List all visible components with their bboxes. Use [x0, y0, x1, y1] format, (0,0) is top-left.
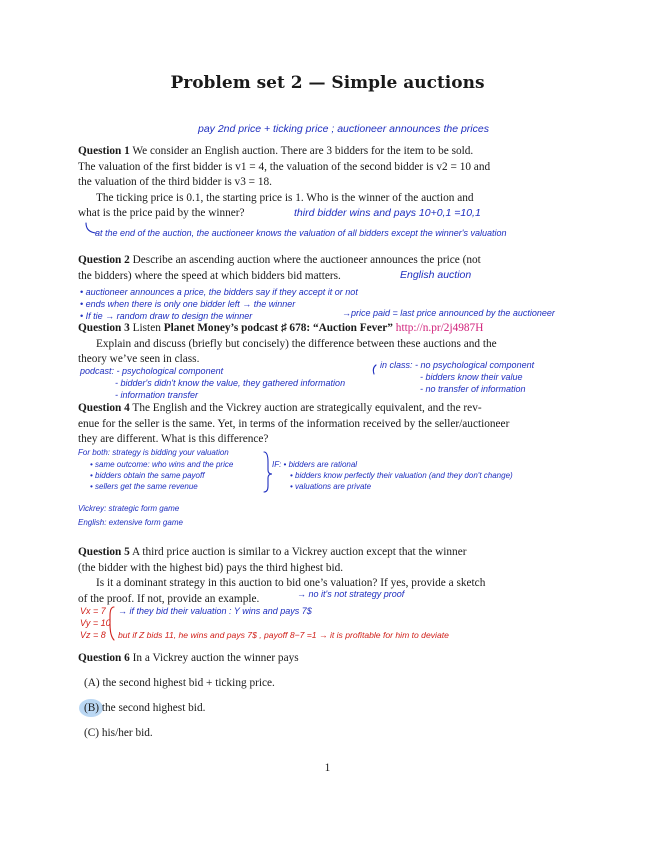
- note-q4-both3: • bidders obtain the same payoff: [90, 471, 205, 480]
- q4-line2: enue for the seller is the same. Yet, in terms of the information received by the seller/auctioneer: [78, 417, 510, 430]
- note-q4-vickrey: Vickrey: strategic form game: [78, 504, 180, 513]
- option-b[interactable]: (B) the second highest bid.: [84, 702, 206, 714]
- note-q1-info: at the end of the auction, the auctioneer knows the valuation of all bidders except the winner's valuation: [95, 228, 507, 238]
- question-3-label: Question 3: [78, 322, 130, 334]
- note-q5-no: → no it's not strategy proof: [297, 589, 405, 599]
- q3-line3: theory we’ve seen in class.: [78, 353, 200, 366]
- note-q4-if3: • valuations are private: [290, 482, 372, 491]
- note-q1-answer: third bidder wins and pays 10+0,1 =10,1: [294, 207, 481, 219]
- note-q3-class3: - no transfer of information: [420, 384, 526, 394]
- note-q2-b1: • auctioneer announces a price, the bidders say if they accept it or not: [80, 287, 358, 297]
- q6-line1: In a Vickrey auction the winner pays: [132, 652, 299, 664]
- q2-line2: the bidders) where the speed at which bidders bid matters.: [78, 269, 341, 282]
- note-q3-podcast2: - bidder's didn't know the value, they gathered information: [115, 378, 346, 388]
- option-c[interactable]: (C) his/her bid.: [84, 727, 153, 739]
- note-q5-vy: Vy = 10: [80, 618, 111, 628]
- note-q4-if2: • bidders know perfectly their valuation (and they don't change): [290, 471, 513, 480]
- note-q4-english: English: extensive form game: [78, 518, 183, 527]
- note-q3-class2: - bidders know their value: [420, 372, 523, 382]
- question-5-label: Question 5: [78, 546, 130, 558]
- note-q2-price: →price paid = last price announced by the auctioneer: [342, 308, 555, 318]
- note-q3-podcast3: - information transfer: [115, 390, 199, 400]
- note-q4-both4: • sellers get the same revenue: [90, 482, 198, 491]
- note-q2-b3: • If tie → random draw to design the winner: [80, 311, 253, 321]
- ink-brace-q3: [373, 365, 376, 374]
- page-number: 1: [324, 762, 331, 774]
- question-6-label: Question 6: [78, 652, 130, 664]
- ink-brace-q4: [264, 452, 272, 492]
- page-title: Problem set 2 — Simple auctions: [170, 73, 485, 93]
- q1-line3: the valuation of the third bidder is v3 = 18.: [78, 176, 272, 189]
- note-q5-if-bid: → if they bid their valuation : Y wins and pays 7$: [118, 606, 312, 616]
- note-q3-podcast1: podcast: - psychological component: [80, 366, 224, 376]
- question-4-label: Question 4: [78, 402, 130, 414]
- q3-line2: Explain and discuss (briefly but concisely) the difference between these auctions and the: [96, 337, 497, 350]
- q4-line3: they are different. What is this difference?: [78, 433, 269, 446]
- question-1-label: Question 1: [78, 145, 130, 157]
- note-q4-both1: For both: strategy is bidding your valuation: [78, 448, 229, 457]
- q3-listen: Listen: [132, 322, 161, 334]
- note-q5-vz: Vz = 8: [80, 630, 106, 640]
- q2-line1: Describe an ascending auction where the auctioneer announces the price (not: [132, 254, 481, 266]
- q4-line1: The English and the Vickrey auction are strategically equivalent, and the rev-: [132, 402, 482, 414]
- note-q4-both2: • same outcome: who wins and the price: [90, 460, 234, 469]
- q1-line5: what is the price paid by the winner?: [78, 207, 245, 220]
- question-2-label: Question 2: [78, 254, 130, 266]
- note-q2-b2: • ends when there is only one bidder left → the winner: [80, 299, 296, 309]
- podcast-link[interactable]: http://n.pr/2j4987H: [395, 322, 484, 334]
- q3-podcast: Planet Money’s podcast ♯ 678: “Auction Fever”: [163, 322, 393, 334]
- q5-line4: of the proof. If not, provide an example.: [78, 592, 260, 605]
- note-q5-but: but if Z bids 11, he wins and pays 7$ , payoff 8−7 =1 → it is profitable for him to deviate: [118, 630, 449, 640]
- option-a[interactable]: (A) the second highest bid + ticking price.: [84, 677, 275, 689]
- note-q5-vx: Vx = 7: [80, 606, 106, 616]
- ink-arrow-q1: [86, 223, 96, 233]
- note-q3-class1: in class: - no psychological component: [380, 360, 535, 370]
- ink-brace-q5: [110, 607, 114, 640]
- q5-line3: Is it a dominant strategy in this auction to bid one’s valuation? If yes, provide a sketch: [96, 577, 486, 590]
- q5-line2: (the bidder with the highest bid) pays the third highest bid.: [78, 561, 344, 574]
- note-q1-top: pay 2nd price + ticking price ; auctioneer announces the prices: [198, 123, 489, 135]
- note-q4-if1: IF: • bidders are rational: [272, 460, 358, 469]
- note-q2-title: English auction: [400, 269, 472, 281]
- q1-line1: We consider an English auction. There are 3 bidders for the item to be sold.: [132, 145, 474, 157]
- q1-line2: The valuation of the first bidder is v1 = 4, the valuation of the second bidder is v2 = 10 and: [78, 160, 491, 173]
- q1-line4: The ticking price is 0.1, the starting price is 1. Who is the winner of the auction and: [96, 191, 474, 204]
- q5-line1: A third price auction is similar to a Vickrey auction except that the winner: [132, 546, 467, 558]
